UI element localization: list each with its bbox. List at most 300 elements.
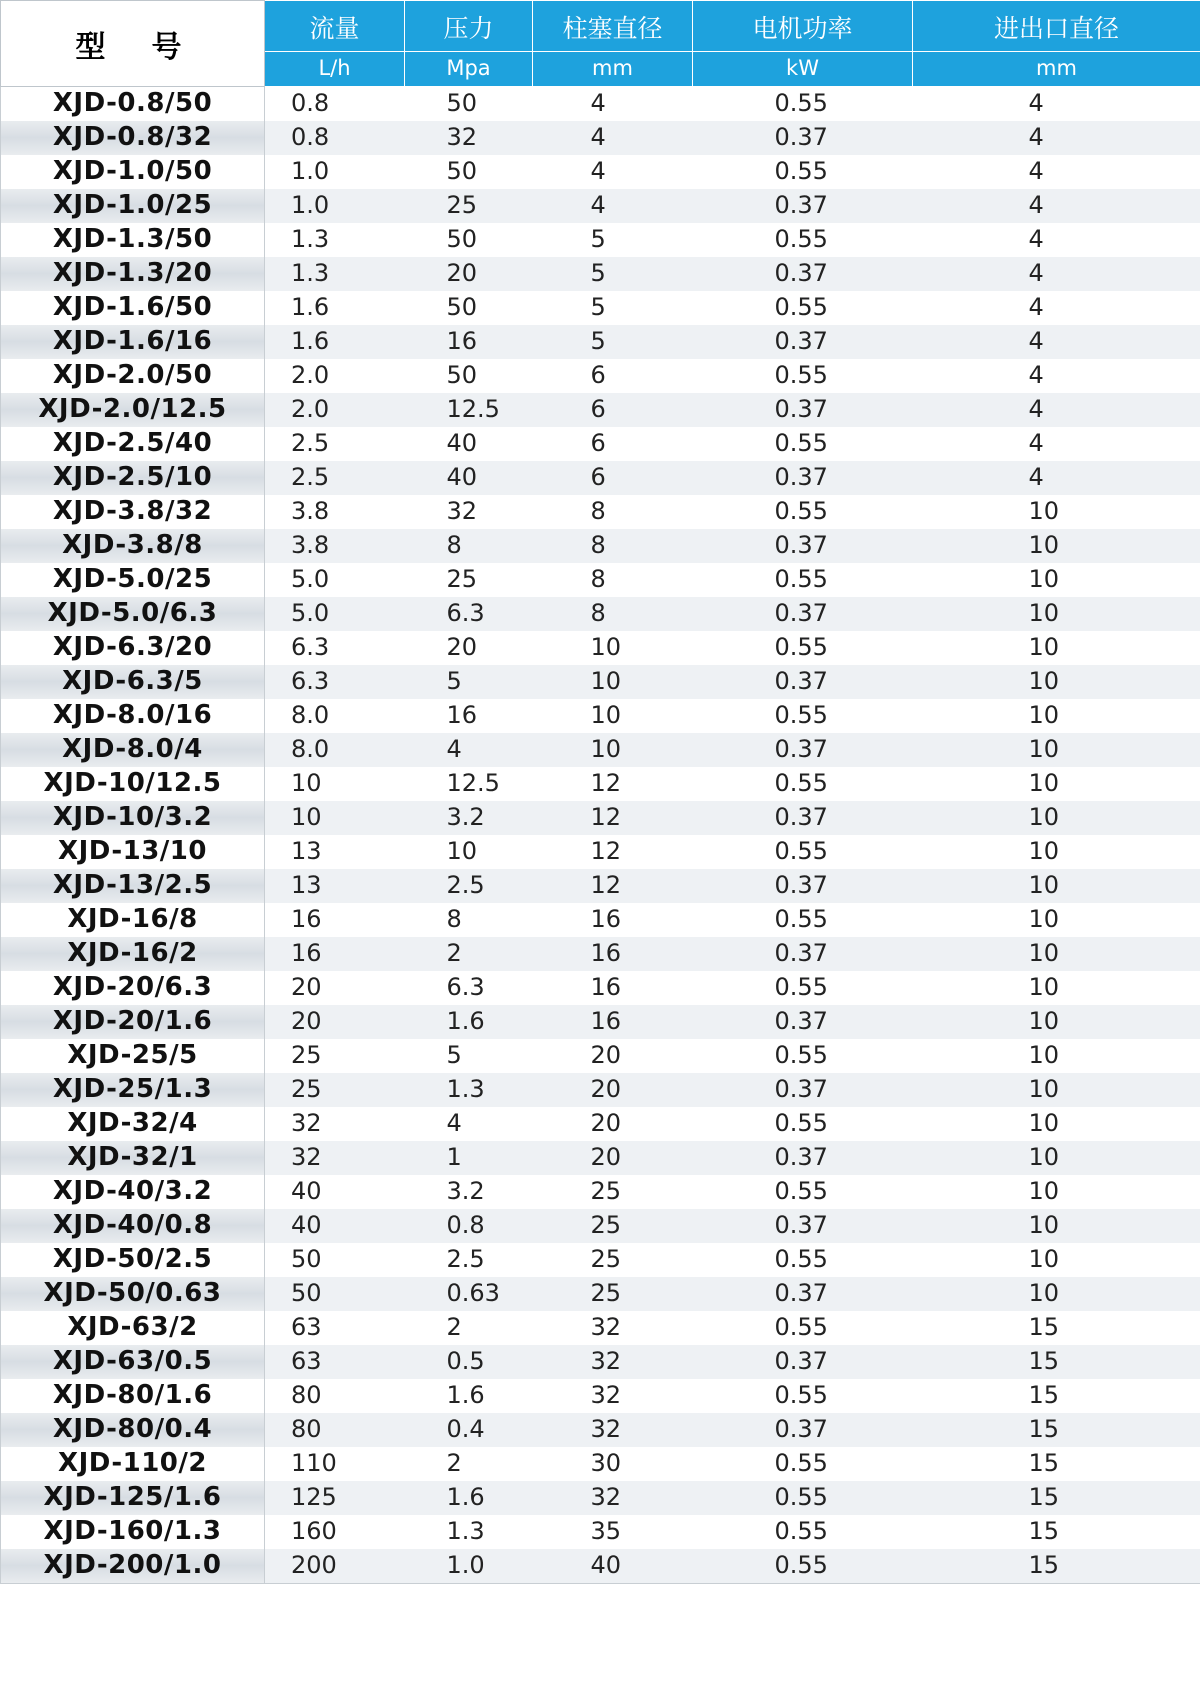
- cell-value: 6: [533, 359, 693, 393]
- cell-value: 50: [405, 223, 533, 257]
- cell-value: 1.6: [405, 1379, 533, 1413]
- cell-model: XJD-160/1.3: [1, 1515, 265, 1549]
- cell-value: 10: [913, 903, 1200, 937]
- cell-value: 0.55: [693, 1515, 913, 1549]
- cell-value: 0.8: [265, 121, 405, 155]
- table-row: [1, 699, 1200, 733]
- table-row: [1, 869, 1200, 903]
- cell-model: XJD-40/0.8: [1, 1209, 265, 1243]
- cell-model: XJD-32/4: [1, 1107, 265, 1141]
- cell-value: 10: [913, 631, 1200, 665]
- cell-value: 10: [533, 631, 693, 665]
- cell-value: 4: [913, 189, 1200, 223]
- column-unit-flow: L/h: [265, 52, 405, 87]
- cell-value: 20: [533, 1039, 693, 1073]
- cell-value: 32: [265, 1141, 405, 1175]
- cell-model: XJD-20/6.3: [1, 971, 265, 1005]
- cell-value: 50: [405, 359, 533, 393]
- cell-value: 5.0: [265, 563, 405, 597]
- cell-value: 6: [533, 461, 693, 495]
- cell-value: 25: [265, 1039, 405, 1073]
- cell-value: 10: [913, 971, 1200, 1005]
- cell-value: 0.55: [693, 291, 913, 325]
- cell-value: 12: [533, 869, 693, 903]
- table-header-row-title: [1, 1, 1200, 52]
- table-row: [1, 1005, 1200, 1039]
- cell-model: XJD-1.6/50: [1, 291, 265, 325]
- cell-value: 10: [913, 1175, 1200, 1209]
- cell-value: 0.37: [693, 1209, 913, 1243]
- cell-value: 6.3: [405, 597, 533, 631]
- cell-model: XJD-10/3.2: [1, 801, 265, 835]
- table-row: [1, 563, 1200, 597]
- column-header-pressure: 压力: [405, 1, 533, 52]
- cell-value: 20: [405, 257, 533, 291]
- cell-value: 32: [533, 1311, 693, 1345]
- cell-value: 0.37: [693, 1073, 913, 1107]
- cell-value: 10: [913, 869, 1200, 903]
- cell-value: 0.55: [693, 903, 913, 937]
- table-row: [1, 597, 1200, 631]
- cell-model: XJD-2.0/12.5: [1, 393, 265, 427]
- cell-model: XJD-13/10: [1, 835, 265, 869]
- cell-model: XJD-3.8/8: [1, 529, 265, 563]
- cell-model: XJD-63/0.5: [1, 1345, 265, 1379]
- cell-value: 0.55: [693, 1311, 913, 1345]
- cell-model: XJD-5.0/6.3: [1, 597, 265, 631]
- table-row: [1, 937, 1200, 971]
- cell-model: XJD-40/3.2: [1, 1175, 265, 1209]
- cell-value: 2: [405, 1447, 533, 1481]
- cell-value: 15: [913, 1481, 1200, 1515]
- cell-value: 40: [405, 461, 533, 495]
- cell-value: 2.5: [405, 869, 533, 903]
- cell-model: XJD-16/8: [1, 903, 265, 937]
- cell-model: XJD-25/5: [1, 1039, 265, 1073]
- cell-value: 8: [533, 597, 693, 631]
- cell-value: 0.55: [693, 971, 913, 1005]
- cell-value: 0.55: [693, 1447, 913, 1481]
- cell-value: 1.6: [265, 291, 405, 325]
- table-row: [1, 1277, 1200, 1311]
- cell-value: 0.37: [693, 1141, 913, 1175]
- cell-value: 4: [913, 359, 1200, 393]
- column-header-plunger-diameter: 柱塞直径: [533, 1, 693, 52]
- cell-value: 32: [533, 1345, 693, 1379]
- cell-value: 16: [533, 937, 693, 971]
- cell-value: 20: [265, 1005, 405, 1039]
- cell-value: 10: [913, 1141, 1200, 1175]
- table-row: [1, 1515, 1200, 1549]
- cell-model: XJD-50/2.5: [1, 1243, 265, 1277]
- cell-value: 15: [913, 1345, 1200, 1379]
- cell-value: 10: [913, 733, 1200, 767]
- cell-value: 4: [533, 87, 693, 122]
- cell-value: 25: [533, 1209, 693, 1243]
- table-row: [1, 1379, 1200, 1413]
- cell-value: 1.0: [265, 155, 405, 189]
- cell-value: 0.8: [405, 1209, 533, 1243]
- cell-value: 10: [913, 529, 1200, 563]
- cell-value: 6.3: [265, 631, 405, 665]
- cell-value: 12: [533, 801, 693, 835]
- column-unit-inlet-outlet-diameter: mm: [913, 52, 1200, 87]
- cell-value: 10: [913, 1243, 1200, 1277]
- cell-value: 10: [533, 665, 693, 699]
- cell-value: 200: [265, 1549, 405, 1583]
- table-bottom-divider: [0, 1583, 1200, 1598]
- column-header-inlet-outlet-diameter: 进出口直径: [913, 1, 1200, 52]
- cell-value: 40: [533, 1549, 693, 1583]
- cell-value: 63: [265, 1345, 405, 1379]
- cell-value: 10: [913, 835, 1200, 869]
- cell-value: 8: [533, 563, 693, 597]
- column-unit-motor-power: kW: [693, 52, 913, 87]
- cell-value: 0.55: [693, 495, 913, 529]
- table-row: [1, 1481, 1200, 1515]
- table-row: [1, 495, 1200, 529]
- cell-value: 3.8: [265, 529, 405, 563]
- cell-value: 15: [913, 1447, 1200, 1481]
- cell-value: 0.37: [693, 665, 913, 699]
- cell-value: 50: [405, 155, 533, 189]
- cell-value: 0.55: [693, 223, 913, 257]
- cell-value: 0.37: [693, 461, 913, 495]
- cell-model: XJD-13/2.5: [1, 869, 265, 903]
- cell-model: XJD-32/1: [1, 1141, 265, 1175]
- cell-value: 2.5: [405, 1243, 533, 1277]
- table-body: [1, 87, 1200, 1584]
- table-row: [1, 835, 1200, 869]
- cell-value: 50: [405, 87, 533, 122]
- cell-value: 4: [405, 733, 533, 767]
- cell-value: 3.2: [405, 1175, 533, 1209]
- cell-value: 1.3: [405, 1073, 533, 1107]
- table-row: [1, 461, 1200, 495]
- cell-value: 10: [265, 801, 405, 835]
- cell-value: 0.37: [693, 189, 913, 223]
- cell-value: 15: [913, 1549, 1200, 1583]
- cell-value: 30: [533, 1447, 693, 1481]
- cell-value: 0.55: [693, 359, 913, 393]
- cell-value: 0.37: [693, 1005, 913, 1039]
- cell-value: 10: [913, 1005, 1200, 1039]
- cell-value: 15: [913, 1515, 1200, 1549]
- cell-value: 12.5: [405, 393, 533, 427]
- table-row: [1, 325, 1200, 359]
- cell-value: 8.0: [265, 733, 405, 767]
- cell-value: 25: [405, 189, 533, 223]
- cell-value: 1.3: [265, 257, 405, 291]
- cell-model: XJD-10/12.5: [1, 767, 265, 801]
- cell-value: 1.3: [405, 1515, 533, 1549]
- cell-value: 10: [265, 767, 405, 801]
- cell-value: 32: [265, 1107, 405, 1141]
- cell-value: 0.55: [693, 563, 913, 597]
- cell-value: 5: [405, 1039, 533, 1073]
- cell-value: 16: [533, 971, 693, 1005]
- cell-value: 40: [405, 427, 533, 461]
- cell-value: 10: [913, 665, 1200, 699]
- cell-value: 0.55: [693, 835, 913, 869]
- cell-value: 0.37: [693, 597, 913, 631]
- cell-value: 0.5: [405, 1345, 533, 1379]
- cell-model: XJD-2.5/40: [1, 427, 265, 461]
- cell-value: 10: [913, 1107, 1200, 1141]
- table-row: [1, 1175, 1200, 1209]
- cell-value: 2.0: [265, 359, 405, 393]
- cell-value: 20: [405, 631, 533, 665]
- cell-value: 0.55: [693, 87, 913, 122]
- cell-model: XJD-6.3/5: [1, 665, 265, 699]
- cell-value: 0.4: [405, 1413, 533, 1447]
- cell-value: 32: [533, 1379, 693, 1413]
- cell-value: 0.8: [265, 87, 405, 122]
- cell-value: 10: [913, 1209, 1200, 1243]
- cell-value: 0.55: [693, 699, 913, 733]
- cell-value: 25: [533, 1175, 693, 1209]
- cell-value: 2: [405, 1311, 533, 1345]
- cell-value: 5: [405, 665, 533, 699]
- cell-value: 5: [533, 291, 693, 325]
- cell-value: 5: [533, 325, 693, 359]
- cell-value: 1.0: [405, 1549, 533, 1583]
- cell-value: 0.55: [693, 1175, 913, 1209]
- cell-value: 10: [913, 597, 1200, 631]
- cell-value: 125: [265, 1481, 405, 1515]
- cell-value: 13: [265, 869, 405, 903]
- cell-value: 10: [913, 495, 1200, 529]
- cell-model: XJD-8.0/4: [1, 733, 265, 767]
- cell-value: 32: [533, 1481, 693, 1515]
- table-row: [1, 1549, 1200, 1583]
- cell-value: 35: [533, 1515, 693, 1549]
- cell-value: 6.3: [265, 665, 405, 699]
- table-row: [1, 189, 1200, 223]
- cell-value: 0.63: [405, 1277, 533, 1311]
- cell-value: 20: [533, 1107, 693, 1141]
- cell-model: XJD-0.8/32: [1, 121, 265, 155]
- table-row: [1, 1073, 1200, 1107]
- cell-model: XJD-200/1.0: [1, 1549, 265, 1583]
- cell-value: 0.55: [693, 1039, 913, 1073]
- cell-model: XJD-1.6/16: [1, 325, 265, 359]
- cell-value: 40: [265, 1175, 405, 1209]
- table-row: [1, 971, 1200, 1005]
- cell-value: 1: [405, 1141, 533, 1175]
- cell-value: 0.37: [693, 1277, 913, 1311]
- cell-value: 6: [533, 427, 693, 461]
- cell-value: 2.5: [265, 461, 405, 495]
- cell-value: 110: [265, 1447, 405, 1481]
- cell-value: 0.55: [693, 427, 913, 461]
- cell-value: 4: [913, 461, 1200, 495]
- cell-model: XJD-3.8/32: [1, 495, 265, 529]
- table-row: [1, 1039, 1200, 1073]
- table-row: [1, 121, 1200, 155]
- cell-value: 8: [405, 529, 533, 563]
- cell-value: 25: [533, 1243, 693, 1277]
- table-row: [1, 1107, 1200, 1141]
- cell-value: 0.55: [693, 1379, 913, 1413]
- cell-value: 6: [533, 393, 693, 427]
- cell-value: 4: [913, 87, 1200, 122]
- table-row: [1, 223, 1200, 257]
- cell-value: 1.6: [265, 325, 405, 359]
- table-row: [1, 1447, 1200, 1481]
- cell-value: 0.55: [693, 1549, 913, 1583]
- cell-value: 20: [533, 1141, 693, 1175]
- cell-value: 0.55: [693, 1107, 913, 1141]
- cell-value: 2: [405, 937, 533, 971]
- cell-value: 13: [265, 835, 405, 869]
- cell-value: 0.37: [693, 937, 913, 971]
- cell-model: XJD-25/1.3: [1, 1073, 265, 1107]
- cell-value: 1.3: [265, 223, 405, 257]
- table-row: [1, 1413, 1200, 1447]
- table-row: [1, 767, 1200, 801]
- cell-value: 10: [913, 801, 1200, 835]
- cell-value: 4: [913, 155, 1200, 189]
- cell-value: 160: [265, 1515, 405, 1549]
- cell-value: 0.37: [693, 869, 913, 903]
- cell-value: 4: [533, 155, 693, 189]
- cell-model: XJD-2.0/50: [1, 359, 265, 393]
- table-row: [1, 1209, 1200, 1243]
- cell-value: 2.0: [265, 393, 405, 427]
- table-row: [1, 1141, 1200, 1175]
- cell-value: 8: [533, 529, 693, 563]
- cell-value: 50: [265, 1243, 405, 1277]
- cell-value: 4: [913, 257, 1200, 291]
- cell-value: 0.37: [693, 1345, 913, 1379]
- cell-value: 0.55: [693, 631, 913, 665]
- cell-value: 50: [265, 1277, 405, 1311]
- cell-model: XJD-1.3/20: [1, 257, 265, 291]
- cell-value: 4: [913, 393, 1200, 427]
- column-unit-pressure: Mpa: [405, 52, 533, 87]
- cell-value: 10: [913, 563, 1200, 597]
- table-row: [1, 257, 1200, 291]
- table-row: [1, 155, 1200, 189]
- cell-value: 10: [405, 835, 533, 869]
- column-header-flow: 流量: [265, 1, 405, 52]
- cell-value: 63: [265, 1311, 405, 1345]
- cell-value: 0.37: [693, 325, 913, 359]
- cell-value: 0.37: [693, 121, 913, 155]
- cell-value: 0.55: [693, 1243, 913, 1277]
- cell-model: XJD-20/1.6: [1, 1005, 265, 1039]
- cell-value: 10: [913, 1277, 1200, 1311]
- cell-value: 3.8: [265, 495, 405, 529]
- cell-value: 4: [913, 223, 1200, 257]
- cell-value: 25: [265, 1073, 405, 1107]
- cell-value: 16: [405, 699, 533, 733]
- cell-value: 10: [533, 699, 693, 733]
- table-row: [1, 733, 1200, 767]
- cell-value: 15: [913, 1311, 1200, 1345]
- cell-model: XJD-1.0/25: [1, 189, 265, 223]
- table-row: [1, 1243, 1200, 1277]
- cell-model: XJD-125/1.6: [1, 1481, 265, 1515]
- cell-value: 4: [533, 121, 693, 155]
- cell-value: 25: [405, 563, 533, 597]
- cell-value: 10: [913, 1073, 1200, 1107]
- cell-value: 1.6: [405, 1481, 533, 1515]
- cell-value: 0.37: [693, 257, 913, 291]
- cell-value: 20: [265, 971, 405, 1005]
- cell-value: 8: [405, 903, 533, 937]
- table-row: [1, 291, 1200, 325]
- table-row: [1, 427, 1200, 461]
- cell-value: 16: [533, 1005, 693, 1039]
- cell-value: 20: [533, 1073, 693, 1107]
- cell-value: 0.55: [693, 767, 913, 801]
- cell-value: 1.6: [405, 1005, 533, 1039]
- cell-value: 16: [265, 937, 405, 971]
- cell-value: 2.5: [265, 427, 405, 461]
- cell-model: XJD-1.3/50: [1, 223, 265, 257]
- table-header: [1, 1, 1200, 87]
- table-row: [1, 393, 1200, 427]
- cell-value: 12: [533, 835, 693, 869]
- cell-value: 5.0: [265, 597, 405, 631]
- cell-value: 4: [913, 325, 1200, 359]
- cell-value: 80: [265, 1413, 405, 1447]
- cell-value: 12: [533, 767, 693, 801]
- cell-value: 10: [533, 733, 693, 767]
- table-row: [1, 359, 1200, 393]
- cell-value: 16: [265, 903, 405, 937]
- cell-value: 1.0: [265, 189, 405, 223]
- cell-value: 5: [533, 257, 693, 291]
- cell-value: 32: [405, 495, 533, 529]
- cell-value: 4: [913, 427, 1200, 461]
- cell-value: 0.37: [693, 801, 913, 835]
- cell-value: 4: [405, 1107, 533, 1141]
- cell-value: 50: [405, 291, 533, 325]
- cell-value: 15: [913, 1413, 1200, 1447]
- cell-model: XJD-2.5/10: [1, 461, 265, 495]
- cell-model: XJD-1.0/50: [1, 155, 265, 189]
- cell-value: 0.37: [693, 733, 913, 767]
- cell-model: XJD-16/2: [1, 937, 265, 971]
- table-row: [1, 529, 1200, 563]
- cell-value: 40: [265, 1209, 405, 1243]
- table-row: [1, 903, 1200, 937]
- cell-value: 5: [533, 223, 693, 257]
- cell-value: 3.2: [405, 801, 533, 835]
- table-row: [1, 1345, 1200, 1379]
- cell-value: 0.55: [693, 1481, 913, 1515]
- table-row: [1, 1311, 1200, 1345]
- table-row: [1, 631, 1200, 665]
- cell-value: 8: [533, 495, 693, 529]
- cell-value: 32: [533, 1413, 693, 1447]
- cell-value: 6.3: [405, 971, 533, 1005]
- column-header-motor-power: 电机功率: [693, 1, 913, 52]
- cell-value: 8.0: [265, 699, 405, 733]
- cell-value: 0.37: [693, 393, 913, 427]
- table-row: [1, 801, 1200, 835]
- cell-value: 25: [533, 1277, 693, 1311]
- table-row: [1, 87, 1200, 122]
- cell-model: XJD-63/2: [1, 1311, 265, 1345]
- cell-value: 10: [913, 699, 1200, 733]
- cell-model: XJD-110/2: [1, 1447, 265, 1481]
- cell-value: 0.55: [693, 155, 913, 189]
- cell-value: 0.37: [693, 1413, 913, 1447]
